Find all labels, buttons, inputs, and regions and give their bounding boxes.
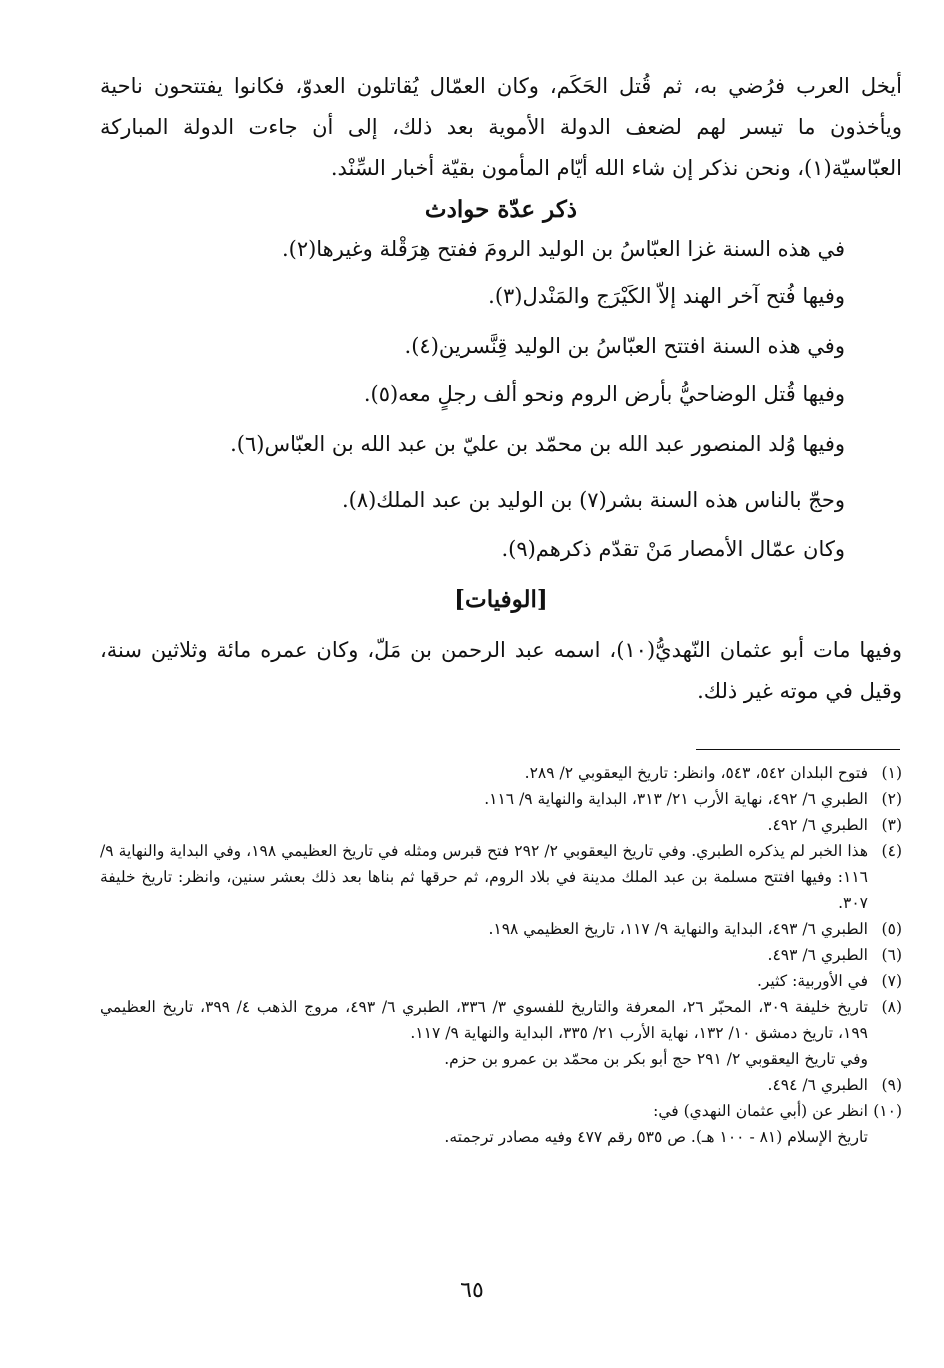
footnote-text: الطبري ٦/ ٤٩٢، نهاية الأرب ٢١/ ٣١٣، البداية والنهاية ٩/ ١١٦.: [484, 790, 868, 808]
footnote: [100, 838, 902, 916]
footnote-text: في الأوربية: كثير.: [756, 972, 868, 990]
footnote-number: (٥): [881, 920, 902, 938]
footnote-text: انظر عن (أبي عثمان النهدي) في:: [653, 1102, 868, 1120]
footnote-continuation: وفي تاريخ اليعقوبي ٢/ ٢٩١ حج أبو بكر بن محمّد بن عمرو بن حزم.: [444, 1050, 868, 1068]
footnote-text: فتوح البلدان ٥٤٢، ٥٤٣، وانظر: تاريخ اليعقوبي ٢/ ٢٨٩.: [524, 764, 868, 782]
event-line: وحجّ بالناس هذه السنة بشر(٧) بن الوليد بن عبد الملك(٨).: [341, 488, 845, 512]
footnote: [100, 812, 902, 838]
footnote: [100, 1098, 902, 1124]
footnote-text: هذا الخبر لم يذكره الطبري. وفي تاريخ اليعقوبي ٢/ ٢٩٢ فتح قبرس ومثله في تاريخ العظيمي ١٩٨، وفي البداية والنهاية ٩/ ١١٦: وفيها افتتح مسلمة بن عبد الملك مدينة في بلاد الروم، ثم حرقها ثم بناها بعد ذلك بعشر سنين، وانظر: تاريخ خليفة ٣٠٧.: [100, 842, 868, 912]
opening-paragraph: أيخل العرب فرُضي به، ثم قُتل الحَكَم، وكان العمّال يُقاتلون العدوّ، فكانوا يفتتحون ناحية ويأخذون ما تيسر لهم لضعف الدولة الأموية بعد ذلك، إلى أن جاءت الدولة المباركة العبّاسيّة(١)، ونحن نذكر إن شاء الله أيّام المأمون بقيّة أخبار السِّنْد.: [100, 74, 902, 180]
footnotes-list: [100, 760, 902, 1150]
footnote: [100, 760, 902, 786]
section-heading-deaths: [الوفيات]: [454, 586, 548, 613]
footnote-number: (١٠): [873, 1102, 902, 1120]
footnote-text: الطبري ٦/ ٤٩٢.: [767, 816, 868, 834]
footnote-number: (٢): [881, 790, 902, 808]
footnote: [100, 994, 902, 1046]
footnote-number: (٤): [881, 842, 902, 860]
page-number: ٦٥: [460, 1278, 484, 1303]
footnote: [100, 968, 902, 994]
event-line: وفيها قُتل الوضاحيُّ بأرض الروم ونحو ألف رجلٍ معه(٥).: [363, 382, 845, 406]
event-line: وفيها فُتح آخر الهند إلاّ الكَيْرَج والمَنْدل(٣).: [488, 284, 845, 308]
footnote: [100, 942, 902, 968]
footnote-number: (٣): [881, 816, 902, 834]
footnote-number: (٩): [881, 1076, 902, 1094]
footnote-continuation: تاريخ الإسلام (٨١ - ١٠٠ هـ). ص ٥٣٥ رقم ٤٧٧ وفيه مصادر ترجمته.: [444, 1128, 868, 1146]
footnote-number: (٧): [881, 972, 902, 990]
footnote: [100, 1072, 902, 1098]
footnote-number: (٨): [881, 998, 902, 1016]
footnote-text: الطبري ٦/ ٤٩٣، البداية والنهاية ٩/ ١١٧، تاريخ العظيمي ١٩٨.: [488, 920, 868, 938]
deaths-paragraph: وفيها مات أبو عثمان النّهديُّ(١٠)، اسمه عبد الرحمن بن مَلّ، وكان عمره مائة وثلاثين سنة، وقيل في موته غير ذلك.: [100, 638, 902, 703]
footnote: [100, 916, 902, 942]
event-line: في هذه السنة غزا العبّاسُ بن الوليد الرومَ ففتح هِرَقْلة وغيرها(٢).: [281, 237, 845, 261]
section-heading-events: ذكر عدّة حوادث: [424, 196, 578, 223]
footnote-text: الطبري ٦/ ٤٩٣.: [767, 946, 868, 964]
footnote-text: الطبري ٦/ ٤٩٤.: [767, 1076, 868, 1094]
footnote-number: (٦): [881, 946, 902, 964]
footnote: [100, 786, 902, 812]
footnote-number: (١): [881, 764, 902, 782]
footnote-divider: [696, 749, 900, 750]
event-line: وكان عمّال الأمصار مَنْ تقدّم ذكرهم(٩).: [501, 537, 845, 561]
event-line: وفي هذه السنة افتتح العبّاسُ بن الوليد قِنَّسرين(٤).: [404, 334, 845, 358]
event-line: وفيها وُلد المنصور عبد الله بن محمّد بن عليّ بن عبد الله بن العبّاس(٦).: [230, 432, 845, 456]
footnote-text: تاريخ خليفة ٣٠٩، المحبّر ٢٦، المعرفة والتاريخ للفسوي ٣/ ٣٣٦، الطبري ٦/ ٤٩٣، مروج الذهب ٤/ ٣٩٩، تاريخ العظيمي ١٩٩، تاريخ دمشق ١٠/ ١٣٢، نهاية الأرب ٢١/ ٣٣٥، البداية والنهاية ٩/ ١١٧.: [100, 998, 868, 1042]
